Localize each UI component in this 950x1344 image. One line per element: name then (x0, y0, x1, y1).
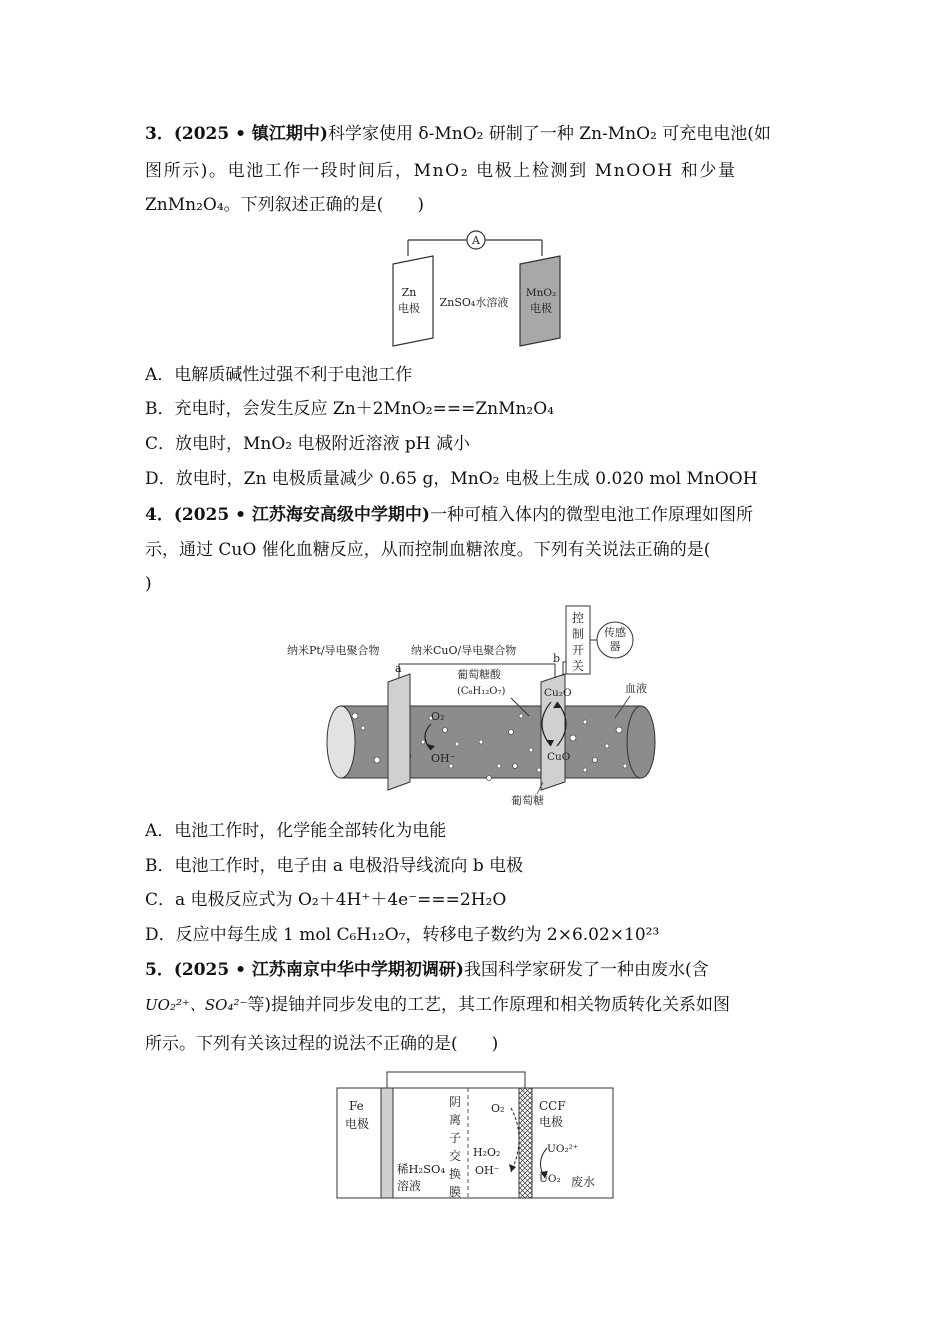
q4-switch-char4: 关 (571, 659, 585, 673)
q3-zn-electrode (393, 256, 433, 346)
q3-figure (375, 226, 575, 352)
q4-number: 4． (145, 505, 174, 525)
q5-acid-label2: 溶液 (397, 1179, 422, 1193)
q3-mno2-label1: MnO₂ (525, 287, 557, 299)
q4-electrode-a (388, 674, 410, 790)
q3-option-d[interactable]: D．放电时，Zn 电极质量减少 0.65 g，MnO₂ 电极上生成 0.020 mol MnOOH (145, 469, 758, 489)
q3-mno2-electrode (520, 256, 560, 346)
q5-figure (335, 1068, 617, 1202)
q4-figure (285, 600, 670, 808)
q5-membrane-char2: 离 (448, 1113, 462, 1127)
q5-waste-label: 废水 (571, 1175, 596, 1189)
q5-wire (387, 1072, 525, 1088)
q5-stem-line1 (145, 960, 807, 980)
q4-oh-label: OH⁻ (431, 752, 456, 765)
q4-pt-label: 纳米Pt/导电聚合物 (287, 644, 380, 657)
q5-fe-electrode (381, 1088, 393, 1198)
q5-fe-label2: 电极 (345, 1117, 370, 1131)
q3-zn-label1: Zn (401, 286, 417, 299)
q3-number: 3． (145, 124, 174, 144)
q4-gluconic-label: 葡萄糖酸 (457, 668, 501, 681)
q3-ammeter-label: A (472, 234, 480, 247)
q5-ccf-label2: 电极 (539, 1115, 564, 1129)
q3-zn-label2: 电极 (398, 302, 420, 315)
q5-uo2-label: UO₂ (539, 1173, 561, 1185)
q3-solution-label: ZnSO₄水溶液 (439, 296, 509, 309)
q5-source: (2025 • 江苏南京中华中学期初调研) (173, 960, 464, 980)
q3-stem-line2: 图所示)。电池工作一段时间后，MnO₂ 电极上检测到 MnOOH 和少量 (145, 161, 737, 181)
q4-option-b[interactable]: B．电池工作时，电子由 a 电极沿导线流向 b 电极 (145, 856, 524, 876)
q4-gluconic-formula: (C₆H₁₂O₇) (457, 686, 506, 697)
q4-stem-line1 (145, 505, 807, 525)
q3-stem-line3: ZnMn₂O₄。下列叙述正确的是( ) (145, 195, 424, 215)
q5-oh-label: OH⁻ (475, 1164, 500, 1177)
q3-option-c[interactable]: C．放电时，MnO₂ 电极附近溶液 pH 减小 (145, 434, 471, 454)
q5-membrane-char1: 阴 (448, 1095, 462, 1109)
q4-blood-label: 血液 (625, 682, 647, 695)
q4-stem-line3: ) (145, 574, 152, 594)
q5-ccf-electrode (519, 1088, 532, 1198)
q5-number: 5． (145, 960, 174, 980)
q5-h2o2-label: H₂O₂ (473, 1146, 501, 1159)
q3-stem-line1 (145, 124, 807, 144)
q4-cuo-label: 纳米CuO/导电聚合物 (411, 644, 517, 657)
q4-option-c[interactable]: C．a 电极反应式为 O₂＋4H⁺＋4e⁻===2H₂O (145, 890, 507, 910)
q4-vessel-end (627, 706, 655, 778)
q4-glucose-label: 葡萄糖 (511, 794, 544, 807)
q5-membrane-char4: 交 (448, 1149, 462, 1163)
q5-stem-text2: 等)提铀并同步发电的工艺，其工作原理和相关物质转化关系如图 (247, 995, 731, 1015)
q5-stem-line2 (145, 995, 730, 1015)
q4-cuo-species: CuO (547, 751, 571, 763)
q5-fe-label1: Fe (349, 1099, 364, 1113)
q5-membrane-char6: 膜 (448, 1185, 462, 1199)
q4-sensor-line2: 器 (609, 640, 621, 653)
q4-option-d[interactable]: D．反应中每生成 1 mol C₆H₁₂O₇，转移电子数约为 2×6.02×10²³ (145, 925, 660, 945)
q4-vessel-opening (327, 706, 355, 778)
q5-species: UO₂²⁺、SO₄²⁻ (145, 996, 248, 1014)
q5-stem-text1: 我国科学家研发了一种由废水(含 (463, 960, 709, 980)
q3-mno2-label2: 电极 (530, 302, 552, 315)
q4-sensor-line1: 传感 (604, 626, 626, 639)
q4-stem-text1: 一种可植入体内的微型电池工作原理如图所 (429, 505, 753, 525)
q5-membrane-char5: 换 (448, 1167, 462, 1181)
q3-option-b[interactable]: B．充电时，会发生反应 Zn＋2MnO₂===ZnMn₂O₄ (145, 399, 554, 419)
q4-vessel-body (341, 706, 641, 778)
q5-uo2-2plus-label: UO₂²⁺ (547, 1143, 579, 1155)
q5-acid-label1: 稀H₂SO₄ (397, 1162, 446, 1176)
q4-switch-char3: 开 (571, 643, 585, 657)
q3-stem-text1: 科学家使用 δ-MnO₂ 研制了一种 Zn-MnO₂ 可充电电池(如 (327, 124, 771, 144)
q5-stem-line3: 所示。下列有关该过程的说法不正确的是( ) (145, 1034, 499, 1054)
q5-membrane-char3: 子 (448, 1131, 462, 1145)
q4-o2-label: O₂ (431, 710, 445, 723)
q4-stem-line2: 示，通过 CuO 催化血糖反应，从而控制血糖浓度。下列有关说法正确的是( (145, 540, 711, 560)
q4-b-label: b (553, 652, 561, 665)
q3-option-a[interactable]: A．电解质碱性过强不利于电池工作 (145, 365, 413, 385)
q3-source: (2025 • 镇江期中) (173, 124, 328, 144)
q5-ccf-label1: CCF (539, 1099, 566, 1113)
q4-a-label: a (395, 662, 402, 675)
q4-option-a[interactable]: A．电池工作时，化学能全部转化为电能 (145, 821, 447, 841)
q5-o2-label: O₂ (491, 1102, 505, 1115)
q4-source: (2025 • 江苏海安高级中学期中) (173, 505, 430, 525)
q4-switch-char2: 制 (571, 627, 585, 641)
q4-switch-char1: 控 (571, 611, 585, 625)
q4-cu2o-label: Cu₂O (544, 687, 572, 699)
